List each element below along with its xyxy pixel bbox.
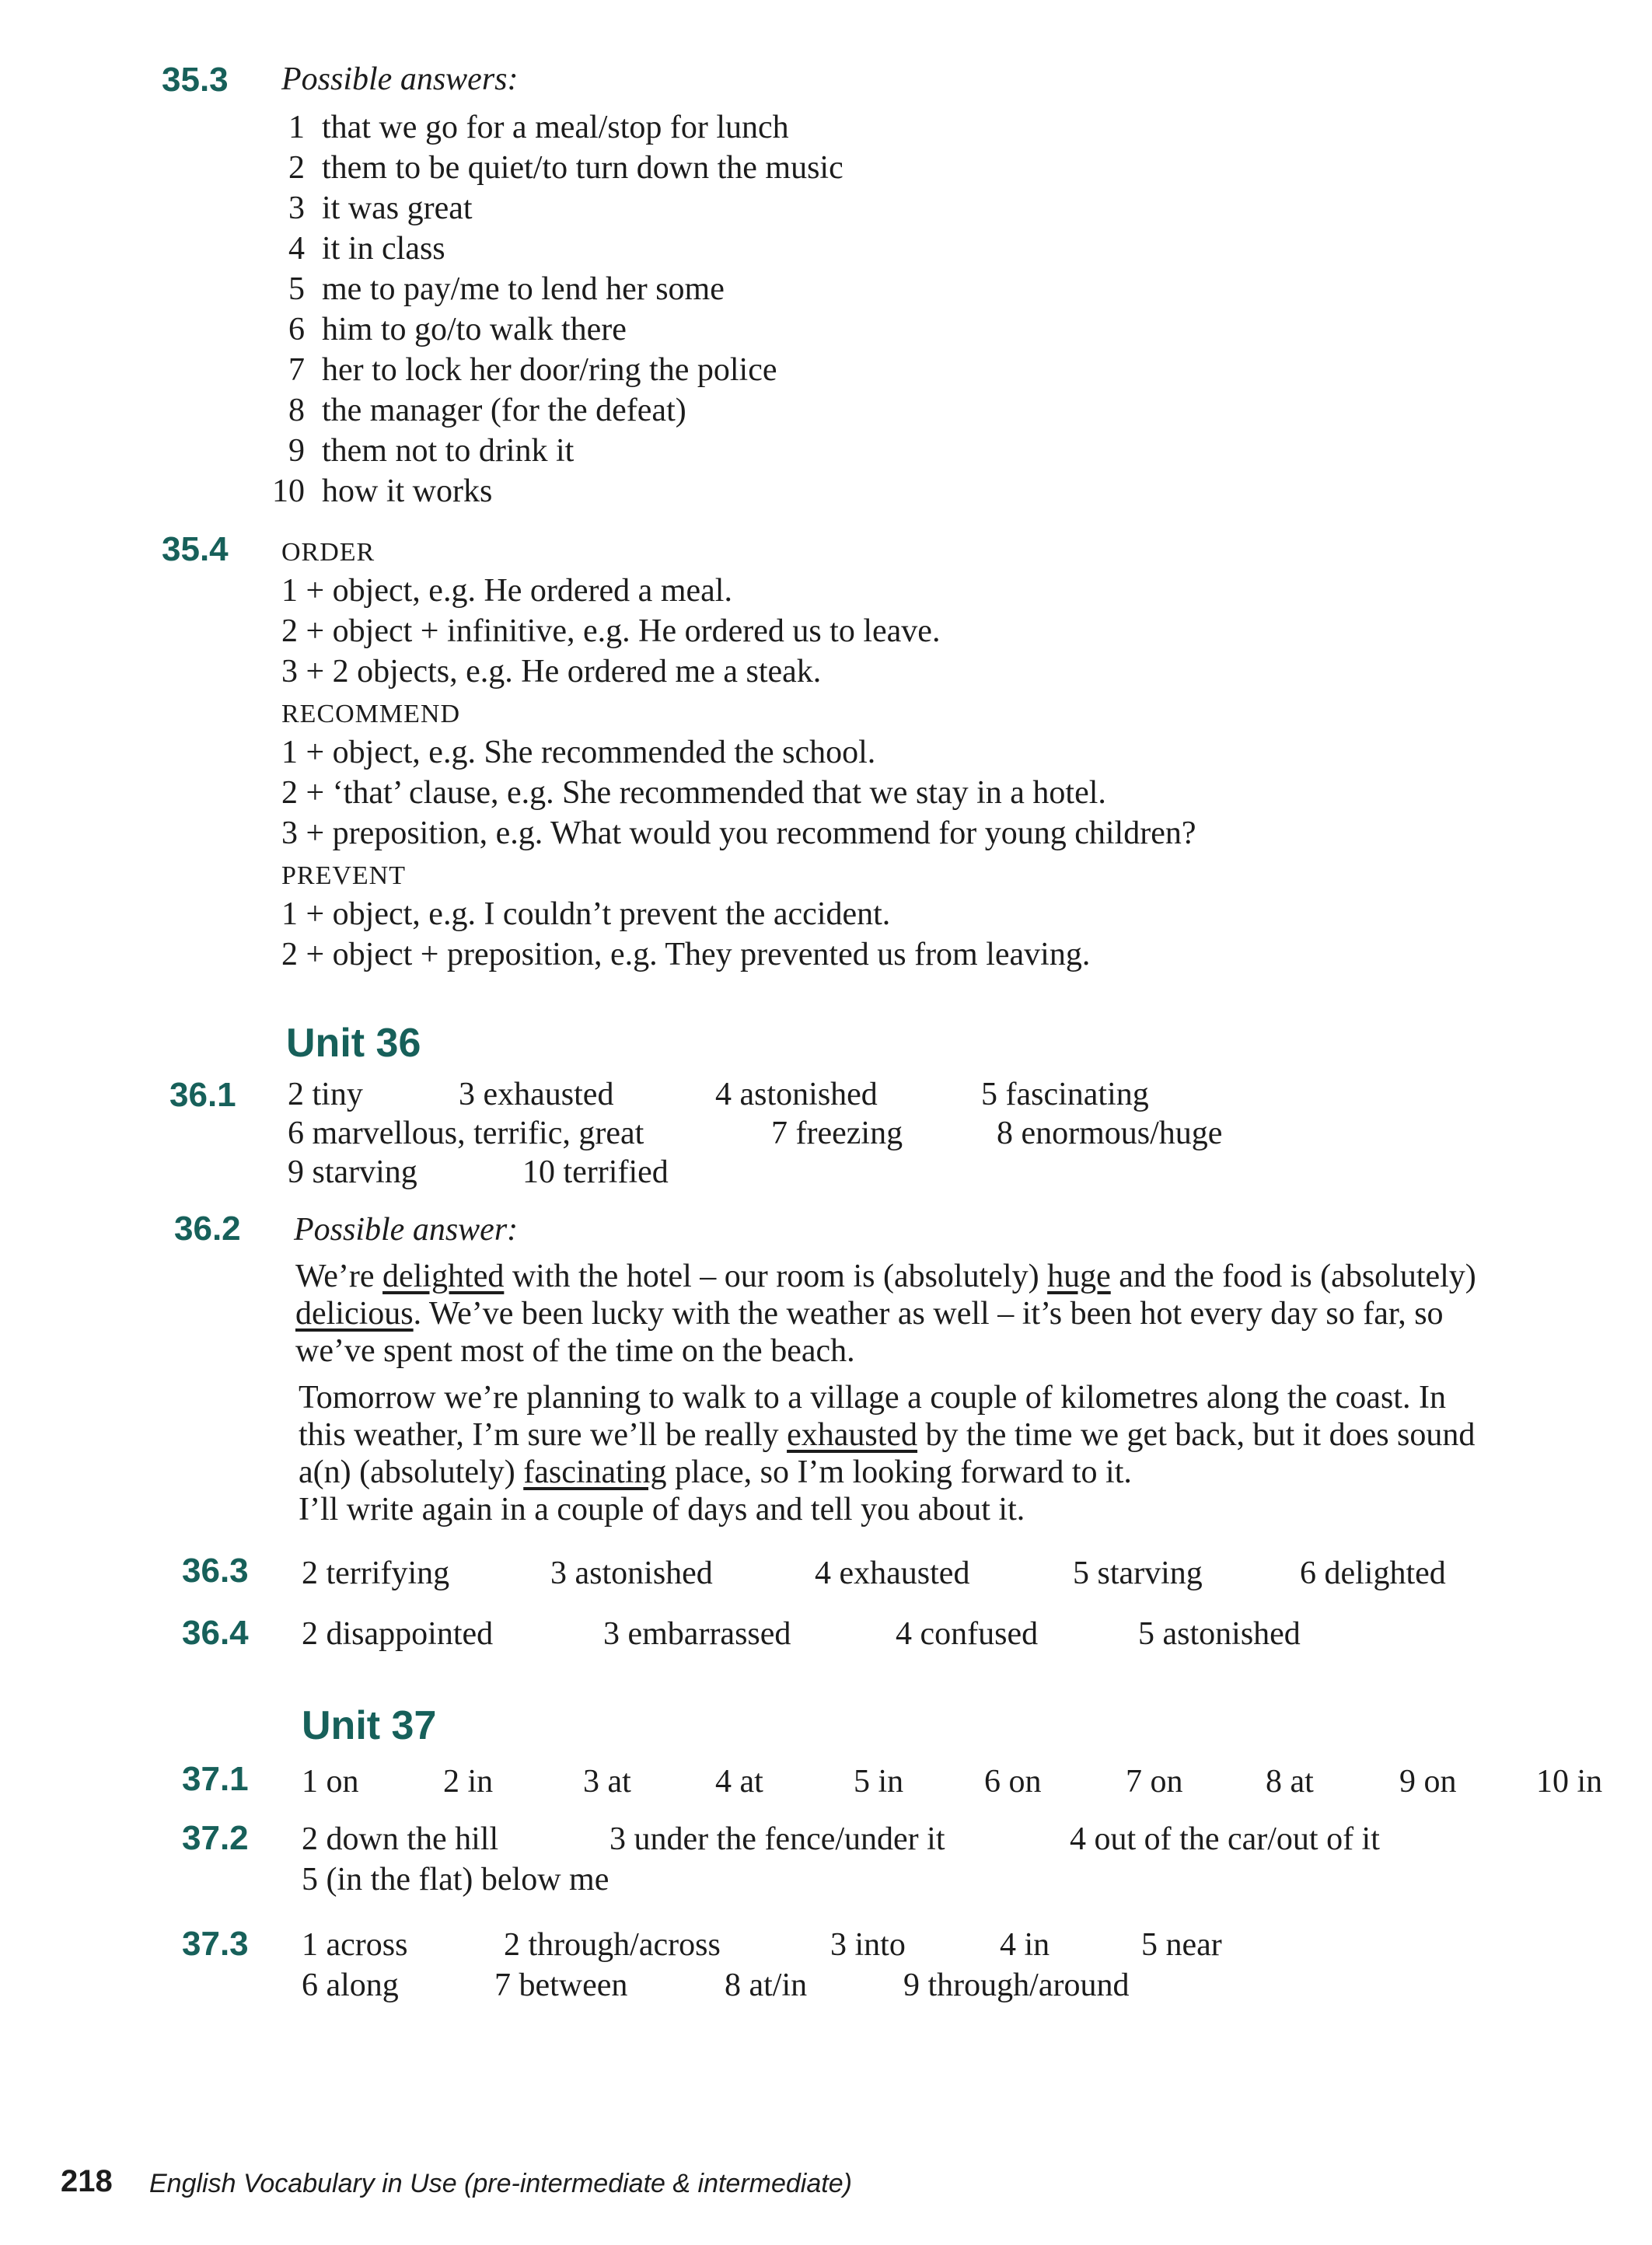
answer-item: 9 through/around <box>903 1967 1130 2003</box>
answer-item: 5 astonished <box>1138 1616 1301 1652</box>
item-text: the manager (for the defeat) <box>322 393 686 428</box>
answer-item: 4 out of the car/out of it <box>1070 1821 1380 1857</box>
exercise-heading: Possible answers: <box>281 61 519 97</box>
exercise-heading: Possible answer: <box>294 1212 519 1248</box>
prevent-item: 2 + object + preposition, e.g. They prevented us from leaving. <box>281 937 1091 972</box>
list-item <box>281 311 627 348</box>
answer-item: 6 delighted <box>1300 1555 1446 1591</box>
exercise-number-37-1: 37.1 <box>182 1760 249 1798</box>
answer-item: 9 starving <box>288 1154 417 1190</box>
verb-heading-prevent: PREVENT <box>281 861 406 890</box>
answer-item: 9 on <box>1399 1764 1457 1800</box>
unit-heading-36: Unit 36 <box>286 1021 421 1066</box>
answer-item: 7 freezing <box>771 1116 903 1151</box>
exercise-number-36-3: 36.3 <box>182 1552 249 1590</box>
answer-item: 6 on <box>984 1764 1042 1800</box>
item-number: 1 <box>288 110 305 145</box>
item-number: 2 <box>288 150 305 186</box>
item-number: 4 <box>288 231 305 267</box>
underlined-answer: delicious <box>295 1296 414 1332</box>
order-item: 2 + object + infinitive, e.g. He ordered us to leave. <box>281 613 941 649</box>
paragraph-line: We’re delighted with the hotel – our room is (absolutely) huge and the food is (absolutely) <box>295 1259 1476 1294</box>
answer-item: 8 at/in <box>725 1967 808 2003</box>
recommend-item: 1 + object, e.g. She recommended the school. <box>281 735 876 770</box>
answer-item: 1 on <box>302 1764 359 1800</box>
answer-item: 6 marvellous, terrific, great <box>288 1116 644 1151</box>
answer-item: 2 terrifying <box>302 1555 450 1591</box>
underlined-answer: huge <box>1047 1259 1111 1294</box>
answer-item: 5 (in the flat) below me <box>302 1862 609 1898</box>
list-item <box>272 473 493 510</box>
exercise-number-36-4: 36.4 <box>182 1614 249 1652</box>
answer-item: 2 down the hill <box>302 1821 499 1857</box>
item-number: 10 <box>272 473 305 509</box>
list-item <box>281 190 473 227</box>
item-number: 5 <box>288 271 305 307</box>
item-text: that we go for a meal/stop for lunch <box>322 110 789 145</box>
paragraph-line: we’ve spent most of the time on the beach. <box>295 1333 855 1369</box>
answer-item: 8 enormous/huge <box>997 1116 1223 1151</box>
item-number: 9 <box>288 433 305 469</box>
answer-item: 3 exhausted <box>459 1077 614 1112</box>
order-item: 1 + object, e.g. He ordered a meal. <box>281 573 732 609</box>
page-number: 218 <box>61 2164 113 2198</box>
item-text: it was great <box>322 190 473 226</box>
exercise-number-36-1: 36.1 <box>169 1076 236 1114</box>
item-text: it in class <box>322 231 445 267</box>
item-number: 7 <box>288 352 305 388</box>
answer-item: 4 astonished <box>715 1077 878 1112</box>
answer-item: 3 into <box>830 1927 906 1963</box>
exercise-number-37-2: 37.2 <box>182 1819 249 1857</box>
underlined-answer: delighted <box>382 1259 505 1294</box>
answer-item: 3 astonished <box>550 1555 713 1591</box>
list-item <box>281 271 725 308</box>
answer-item: 4 confused <box>896 1616 1039 1652</box>
item-text: how it works <box>322 473 493 509</box>
paragraph-line: delicious. We’ve been lucky with the weather as well – it’s been hot every day so far, so <box>295 1296 1444 1332</box>
list-item <box>281 149 843 187</box>
item-number: 3 <box>288 190 305 226</box>
list-item <box>281 230 445 267</box>
exercise-number-35-4: 35.4 <box>162 530 229 568</box>
item-number: 6 <box>288 312 305 347</box>
underlined-answer: exhausted <box>787 1417 918 1453</box>
answer-item: 4 at <box>715 1764 763 1800</box>
paragraph-line: this weather, I’m sure we’ll be really exhausted by the time we get back, but it does sound <box>299 1417 1476 1453</box>
item-text: them to be quiet/to turn down the music <box>322 150 843 186</box>
answer-item: 2 disappointed <box>302 1616 494 1652</box>
item-text: her to lock her door/ring the police <box>322 352 777 388</box>
answer-item: 3 at <box>583 1764 631 1800</box>
answer-item: 3 under the fence/under it <box>609 1821 945 1857</box>
list-item <box>281 351 777 389</box>
unit-heading-37: Unit 37 <box>302 1703 437 1748</box>
paragraph-line: a(n) (absolutely) fascinating place, so I’m looking forward to it. <box>299 1454 1132 1490</box>
item-text: him to go/to walk there <box>322 312 627 347</box>
prevent-item: 1 + object, e.g. I couldn’t prevent the accident. <box>281 896 891 932</box>
exercise-number-36-2: 36.2 <box>174 1210 241 1248</box>
paragraph-line: I’ll write again in a couple of days and tell you about it. <box>299 1492 1025 1528</box>
recommend-item: 2 + ‘that’ clause, e.g. She recommended that we stay in a hotel. <box>281 775 1106 811</box>
list-item <box>281 392 686 429</box>
paragraph-line: Tomorrow we’re planning to walk to a village a couple of kilometres along the coast. In <box>299 1380 1446 1416</box>
answer-item: 2 tiny <box>288 1077 363 1112</box>
answer-item: 5 starving <box>1073 1555 1203 1591</box>
recommend-item: 3 + preposition, e.g. What would you recommend for young children? <box>281 815 1196 851</box>
answer-item: 10 in <box>1536 1764 1603 1800</box>
verb-heading-order: ORDER <box>281 538 375 567</box>
answer-item: 10 terrified <box>522 1154 669 1190</box>
answer-item: 2 in <box>443 1764 494 1800</box>
answer-item: 1 across <box>302 1927 408 1963</box>
answer-item: 3 embarrassed <box>603 1616 791 1652</box>
order-item: 3 + 2 objects, e.g. He ordered me a steak. <box>281 654 822 690</box>
answer-item: 5 fascinating <box>981 1077 1149 1112</box>
item-text: me to pay/me to lend her some <box>322 271 725 307</box>
exercise-number-37-3: 37.3 <box>182 1925 249 1963</box>
item-number: 8 <box>288 393 305 428</box>
underlined-answer: fascinating <box>523 1454 667 1490</box>
answer-item: 5 near <box>1141 1927 1222 1963</box>
list-item <box>281 109 789 146</box>
exercise-number-35-3: 35.3 <box>162 61 229 99</box>
list-item <box>281 432 574 470</box>
item-text: them not to drink it <box>322 433 575 469</box>
answer-item: 5 in <box>854 1764 904 1800</box>
verb-heading-recommend: RECOMMEND <box>281 700 461 728</box>
answer-item: 4 in <box>1000 1927 1050 1963</box>
answer-item: 4 exhausted <box>815 1555 970 1591</box>
answer-item: 6 along <box>302 1967 399 2003</box>
answer-item: 7 between <box>494 1967 628 2003</box>
answer-item: 7 on <box>1126 1764 1183 1800</box>
book-title: English Vocabulary in Use (pre-intermediate & intermediate) <box>149 2169 852 2198</box>
answer-item: 8 at <box>1266 1764 1314 1800</box>
answer-item: 2 through/across <box>504 1927 721 1963</box>
